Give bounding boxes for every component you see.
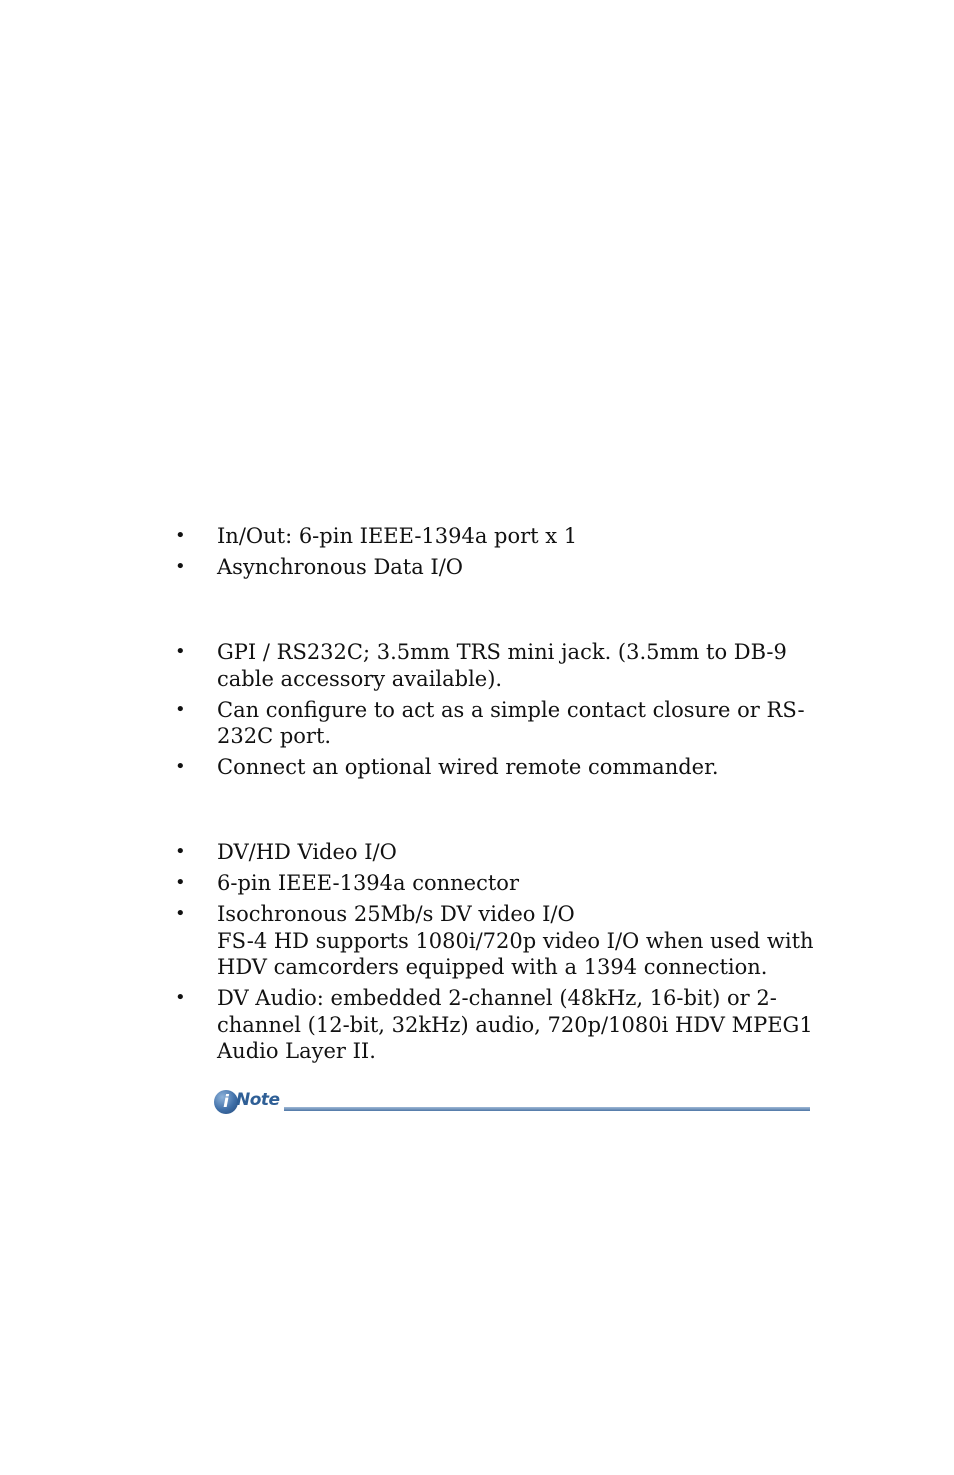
list-item xyxy=(0,639,954,692)
bullet-icon: • xyxy=(175,556,186,577)
list-item xyxy=(0,839,954,866)
list-item-text: Asynchronous Data I/O xyxy=(217,555,464,579)
list-item-text: Isochronous 25Mb/s DV video I/O xyxy=(217,902,575,926)
list-item-text: Connect an optional wired remote commander. xyxy=(217,755,719,779)
gpi-list xyxy=(0,639,954,785)
bullet-icon: • xyxy=(175,987,186,1008)
list-item-text: DV Audio: embedded 2-channel (48kHz, 16-bit) or 2-channel (12-bit, 32kHz) audio, 720p/1080i HDV MPEG1 Audio Layer II. xyxy=(217,986,813,1063)
info-icon: i xyxy=(214,1090,238,1114)
list-item-text: In/Out: 6-pin IEEE-1394a port x 1 xyxy=(217,524,578,548)
list-item-continuation: FS-4 HD supports 1080i/720p video I/O when used with HDV camcorders equipped with a 1394 connection. xyxy=(217,928,814,979)
list-item-text: Can configure to act as a simple contact closure or RS-232C port. xyxy=(217,697,805,748)
list-item-text: 6-pin IEEE-1394a connector xyxy=(217,871,519,895)
bullet-icon: • xyxy=(175,841,186,862)
dv-video-list xyxy=(0,839,954,1069)
list-item xyxy=(0,985,954,1065)
bullet-icon: • xyxy=(175,525,186,546)
list-item xyxy=(0,870,954,897)
list-item xyxy=(0,697,954,750)
list-item xyxy=(0,523,954,550)
note-banner xyxy=(214,1088,810,1116)
list-item-text: GPI / RS232C; 3.5mm TRS mini jack. (3.5mm to DB-9 cable accessory available). xyxy=(217,640,787,691)
bullet-icon: • xyxy=(175,641,186,662)
list-item-text: DV/HD Video I/O xyxy=(217,840,397,864)
bullet-icon: • xyxy=(175,698,186,720)
note-divider xyxy=(284,1107,810,1111)
list-item xyxy=(0,754,954,781)
note-label: Note xyxy=(236,1090,280,1110)
list-item xyxy=(0,554,954,581)
bullet-icon: • xyxy=(175,872,186,893)
bullet-icon: • xyxy=(175,756,186,777)
list-item xyxy=(0,901,954,981)
ieee1394-data-list xyxy=(0,523,954,585)
bullet-icon: • xyxy=(175,903,186,924)
